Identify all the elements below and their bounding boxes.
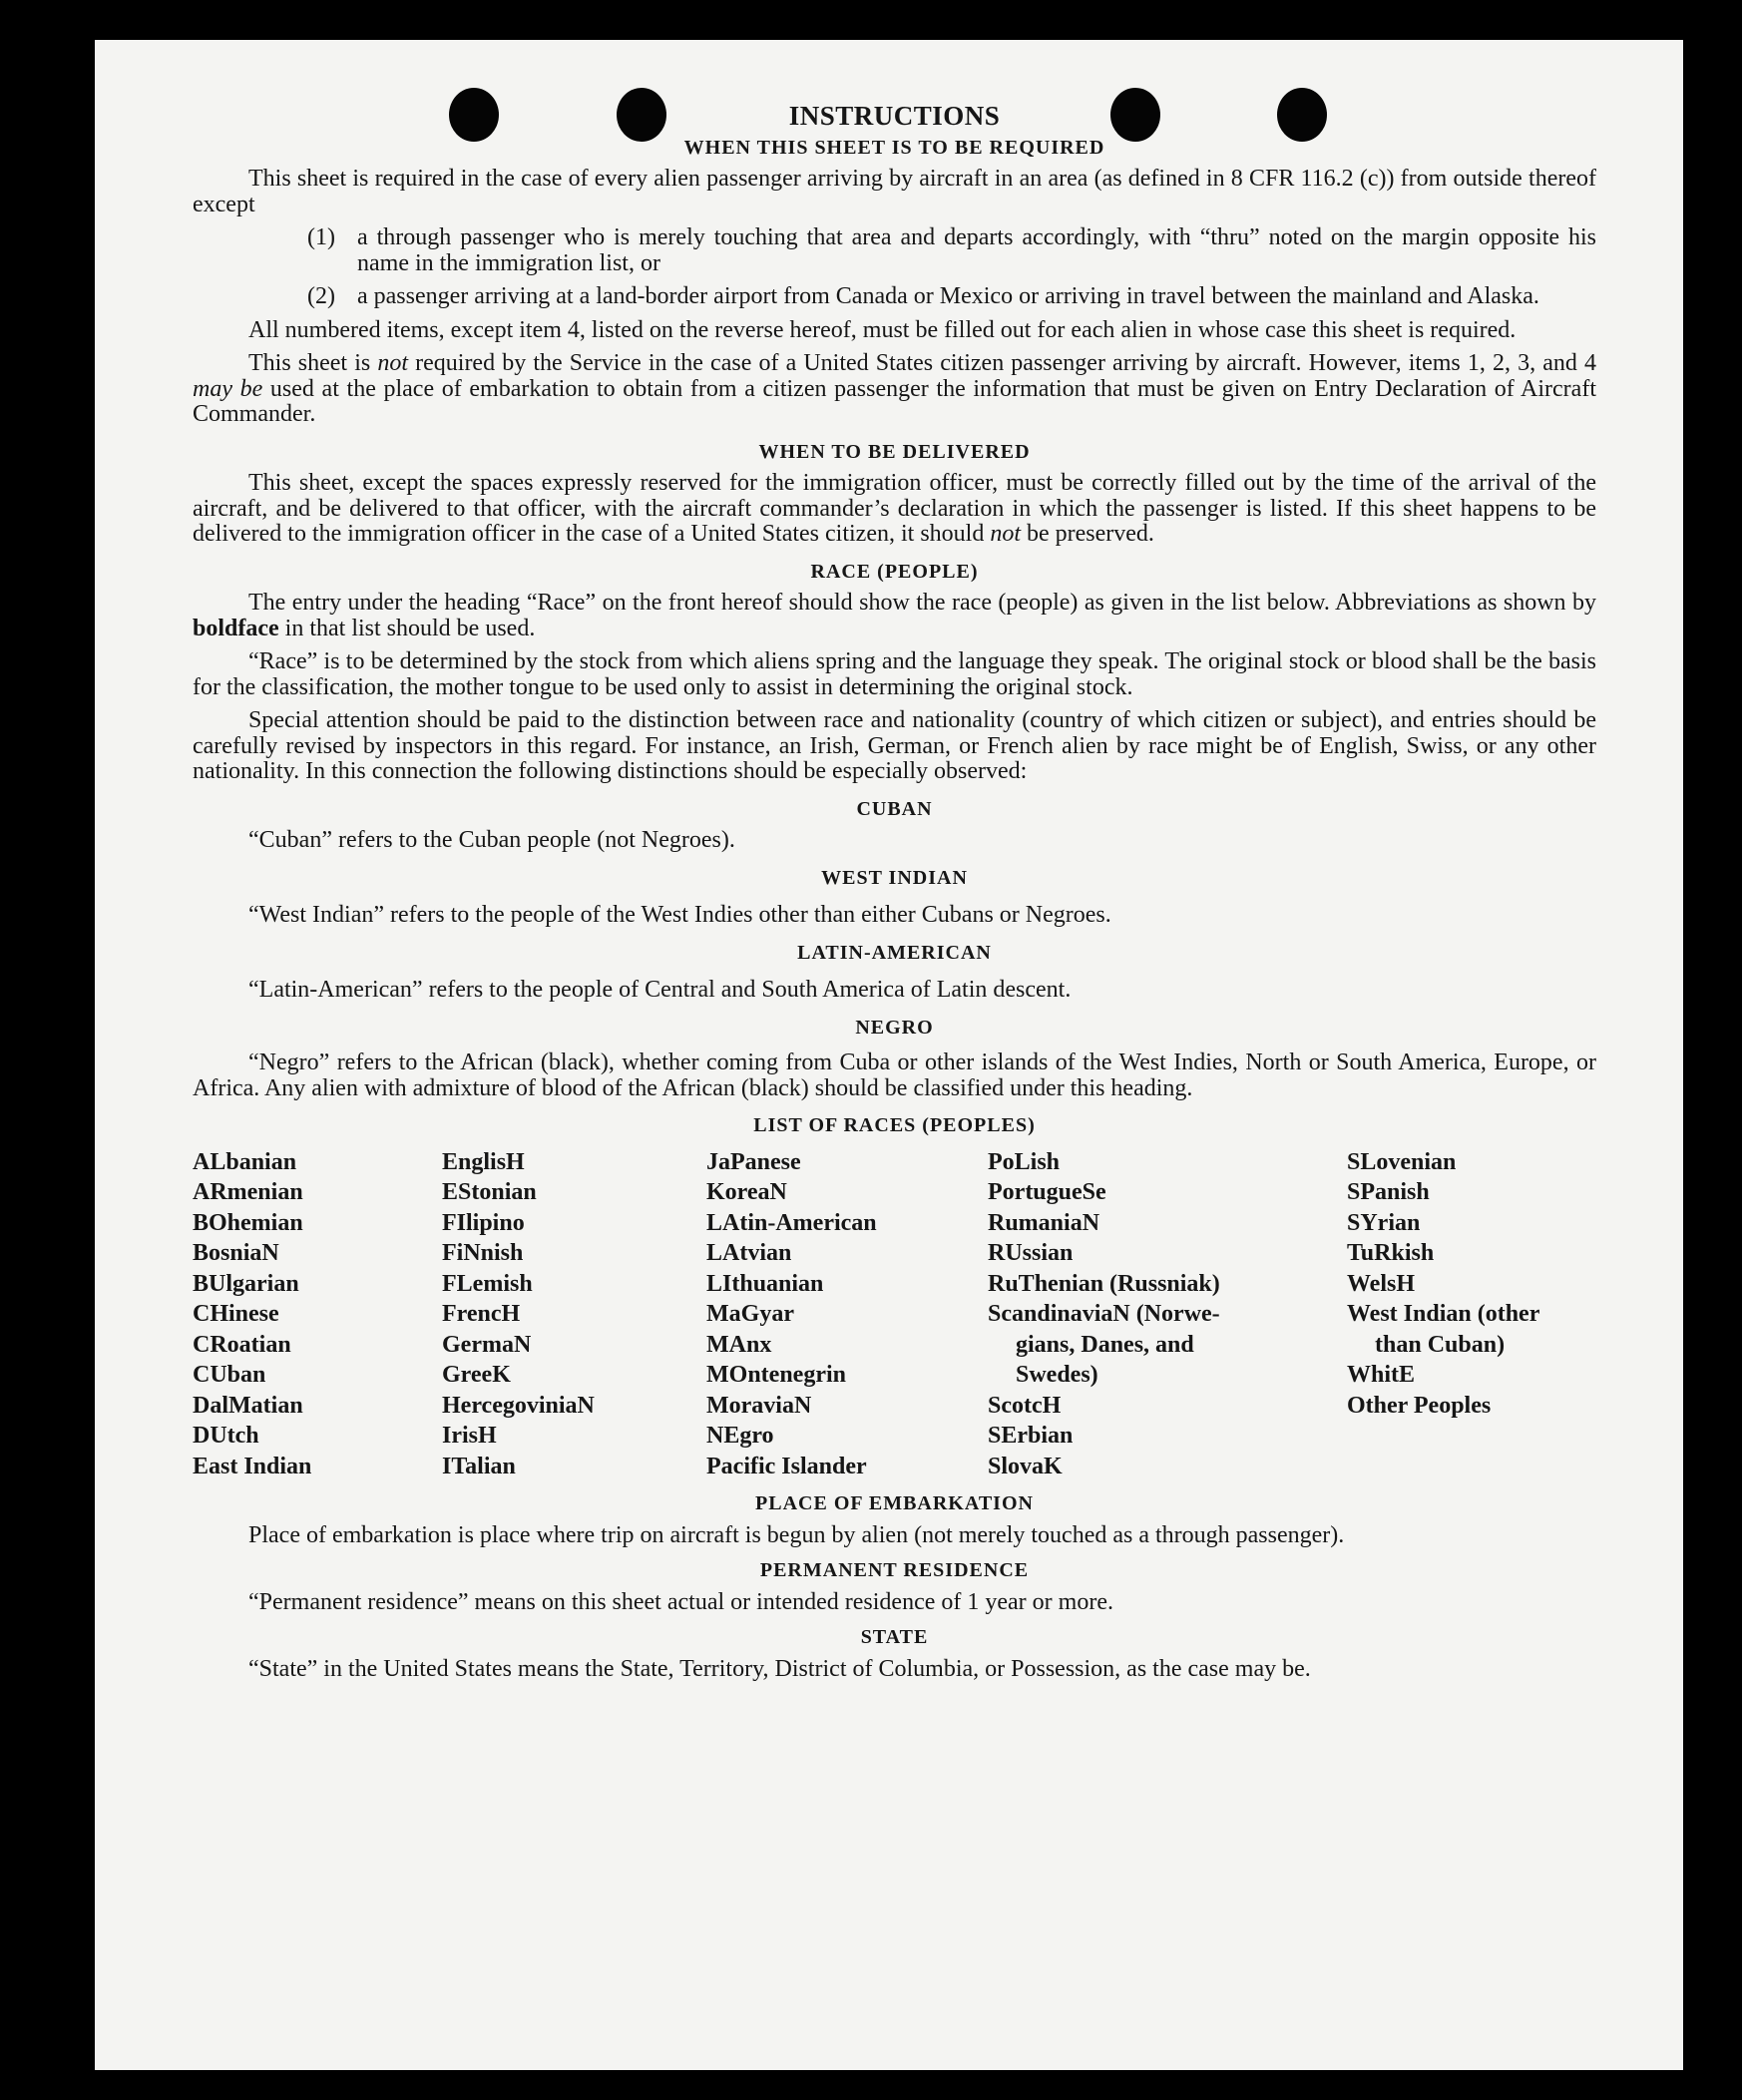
exception-number: (2) <box>307 283 335 309</box>
document-page <box>95 40 1683 2070</box>
race-entry: BosniaN <box>193 1240 279 1266</box>
text-run: The entry under the heading “Race” on the front hereof should show the race (people) as given in the list below. Abbreviations as shown by <box>248 590 1596 616</box>
heading-negro: NEGRO <box>855 1016 934 1039</box>
races-column <box>193 1147 442 1482</box>
exception-item <box>307 284 1596 310</box>
race-entry-continued: gians, Danes, and <box>1016 1331 1194 1358</box>
italic-text: not <box>990 521 1021 547</box>
race-entry: RuThenian (Russniak) <box>988 1270 1220 1297</box>
race-paragraph-3: Special attention should be paid to the distinction between race and nationality (country of which citizen or subject), and entries should be carefully revised by inspectors in this regard. For instance, an Irish, German, or French alien by race might be of English, Swiss, or any other nationality. In this connection the following distinctions should be especially observed: <box>193 707 1596 784</box>
exception-item <box>307 225 1596 276</box>
race-entry: MaGyar <box>706 1301 794 1327</box>
italic-text: may be <box>193 375 263 402</box>
races-column <box>1347 1147 1596 1482</box>
text-run: This sheet, except the spaces expressly reserved for the immigration officer, must be correctly filled out by the time of the arrival of the aircraft, and be delivered to that officer, with the aircraft commander’s declaration in which the passenger is listed. If this sheet happens to be delivered to the immigration officer in the case of a United States citizen, it should <box>193 470 1596 547</box>
race-entry: DUtch <box>193 1423 259 1449</box>
race-entry: ITalian <box>442 1453 516 1479</box>
race-entry: SLovenian <box>1347 1148 1457 1175</box>
race-entry: LAtin-American <box>706 1209 877 1236</box>
italic-text: not <box>377 350 409 376</box>
race-entry: BUlgarian <box>193 1270 299 1297</box>
race-entry-continued: Swedes) <box>1016 1362 1098 1388</box>
heading-permanent-residence: PERMANENT RESIDENCE <box>759 1559 1030 1581</box>
race-paragraph-1 <box>193 591 1596 641</box>
race-entry: ScandinaviaN (Norwe- <box>988 1301 1220 1327</box>
race-entry-continued: than Cuban) <box>1375 1331 1506 1358</box>
cuban-text: “Cuban” refers to the Cuban people (not Negroes). <box>248 827 735 853</box>
race-entry: FLemish <box>442 1270 533 1297</box>
exception-text: a passenger arriving at a land-border airport from Canada or Mexico or arriving in travel between the mainland and Alaska. <box>357 283 1539 309</box>
required-intro: This sheet is required in the case of every alien passenger arriving by aircraft in an area (as defined in 8 CFR 116.2 (c)) from outside thereof except <box>193 166 1596 217</box>
page-title: INSTRUCTIONS <box>788 101 1001 131</box>
race-entry: GreeK <box>442 1362 511 1388</box>
race-entry: JaPanese <box>706 1148 801 1175</box>
race-entry: DalMatian <box>193 1392 303 1419</box>
text-run: in that list should be used. <box>278 615 536 641</box>
races-list <box>193 1147 1596 1482</box>
race-entry: Other Peoples <box>1347 1392 1492 1419</box>
race-entry: KoreaN <box>706 1179 787 1205</box>
race-entry: MOntenegrin <box>706 1362 846 1388</box>
race-paragraph-2: “Race” is to be determined by the stock from which aliens spring and the language they speak. The original stock or blood shall be the basis for the classification, the mother tongue to be used only to assist in determining the original stock. <box>193 648 1596 700</box>
heading-latin-american: LATIN-AMERICAN <box>797 941 992 964</box>
heading-embarkation: PLACE OF EMBARKATION <box>755 1492 1034 1514</box>
race-entry: IrisH <box>442 1423 497 1449</box>
race-entry: FiNnish <box>442 1240 524 1266</box>
heading-list-of-races: LIST OF RACES (PEOPLES) <box>753 1114 1036 1136</box>
exception-number: (1) <box>307 224 335 250</box>
race-entry: PoLish <box>988 1148 1061 1175</box>
west-indian-text: “West Indian” refers to the people of the West Indies other than either Cubans or Negroes. <box>248 902 1111 928</box>
race-entry: ScotcH <box>988 1392 1062 1419</box>
race-entry: ARmenian <box>193 1179 303 1205</box>
required-paragraph-2: All numbered items, except item 4, listed on the reverse hereof, must be filled out for each alien in whose case this sheet is required. <box>248 316 1517 343</box>
race-entry: SPanish <box>1347 1179 1430 1205</box>
race-entry: MoraviaN <box>706 1392 812 1419</box>
document-body <box>193 101 1596 1690</box>
embarkation-text: Place of embarkation is place where trip on aircraft is begun by alien (not merely touched as a through passenger). <box>248 1521 1345 1548</box>
race-entry: RumaniaN <box>988 1209 1100 1236</box>
race-entry: Pacific Islander <box>706 1453 867 1479</box>
heading-race: RACE (PEOPLE) <box>810 560 979 583</box>
race-entry: EStonian <box>442 1179 537 1205</box>
heading-state: STATE <box>860 1626 929 1648</box>
race-entry: CHinese <box>193 1301 279 1327</box>
race-entry: LAtvian <box>706 1240 792 1266</box>
latin-american-text: “Latin-American” refers to the people of Central and South America of Latin descent. <box>248 977 1072 1003</box>
race-entry: CUban <box>193 1362 266 1388</box>
race-entry: SYrian <box>1347 1209 1421 1236</box>
race-entry: CRoatian <box>193 1331 291 1358</box>
text-run: required by the Service in the case of a United States citizen passenger arriving by aircraft. However, items 1, 2, 3, and 4 <box>408 350 1596 376</box>
race-entry: PortugueSe <box>988 1179 1106 1205</box>
negro-text: “Negro” refers to the African (black), whether coming from Cuba or other islands of the West Indies, North or South America, Europe, or Africa. Any alien with admixture of blood of the African (black) should be classified under this heading. <box>193 1050 1596 1101</box>
race-entry: MAnx <box>706 1331 772 1358</box>
race-entry: NEgro <box>706 1423 774 1449</box>
race-entry: FIlipino <box>442 1209 525 1236</box>
required-paragraph-3 <box>193 351 1596 428</box>
race-entry: SErbian <box>988 1423 1074 1449</box>
race-entry: WelsH <box>1347 1270 1416 1297</box>
race-entry: SlovaK <box>988 1453 1063 1479</box>
races-column <box>706 1147 988 1482</box>
race-entry: FrencH <box>442 1301 521 1327</box>
text-run: be preserved. <box>1021 521 1154 547</box>
races-column <box>442 1147 706 1482</box>
race-entry: EnglisH <box>442 1148 525 1175</box>
race-entry: WhitE <box>1347 1362 1416 1388</box>
residence-text: “Permanent residence” means on this sheet actual or intended residence of 1 year or more. <box>248 1588 1113 1615</box>
state-text: “State” in the United States means the State, Territory, District of Columbia, or Possession, as the case may be. <box>248 1655 1311 1682</box>
race-entry: LIthuanian <box>706 1270 824 1297</box>
race-entry: RUssian <box>988 1240 1074 1266</box>
race-entry: East Indian <box>193 1453 312 1479</box>
race-entry: ALbanian <box>193 1148 297 1175</box>
delivered-paragraph <box>193 471 1596 548</box>
bold-text: boldface <box>193 615 279 641</box>
races-column <box>988 1147 1347 1482</box>
text-run: This sheet is <box>248 350 378 376</box>
race-entry: TuRkish <box>1347 1240 1435 1266</box>
text-run: used at the place of embarkation to obtain from a citizen passenger the information that must be given on Entry Declaration of Aircraft Commander. <box>193 375 1596 427</box>
exception-text: a through passenger who is merely touching that area and departs accordingly, with “thru” noted on the margin opposite his name in the immigration list, or <box>357 224 1596 276</box>
race-entry: West Indian (other <box>1347 1301 1540 1327</box>
heading-west-indian: WEST INDIAN <box>821 866 968 889</box>
race-entry: GermaN <box>442 1331 532 1358</box>
heading-delivered: WHEN TO BE DELIVERED <box>758 440 1031 463</box>
heading-required: WHEN THIS SHEET IS TO BE REQUIRED <box>683 136 1105 159</box>
heading-cuban: CUBAN <box>856 797 933 820</box>
race-entry: BOhemian <box>193 1209 303 1236</box>
race-entry: HercegoviniaN <box>442 1392 595 1419</box>
